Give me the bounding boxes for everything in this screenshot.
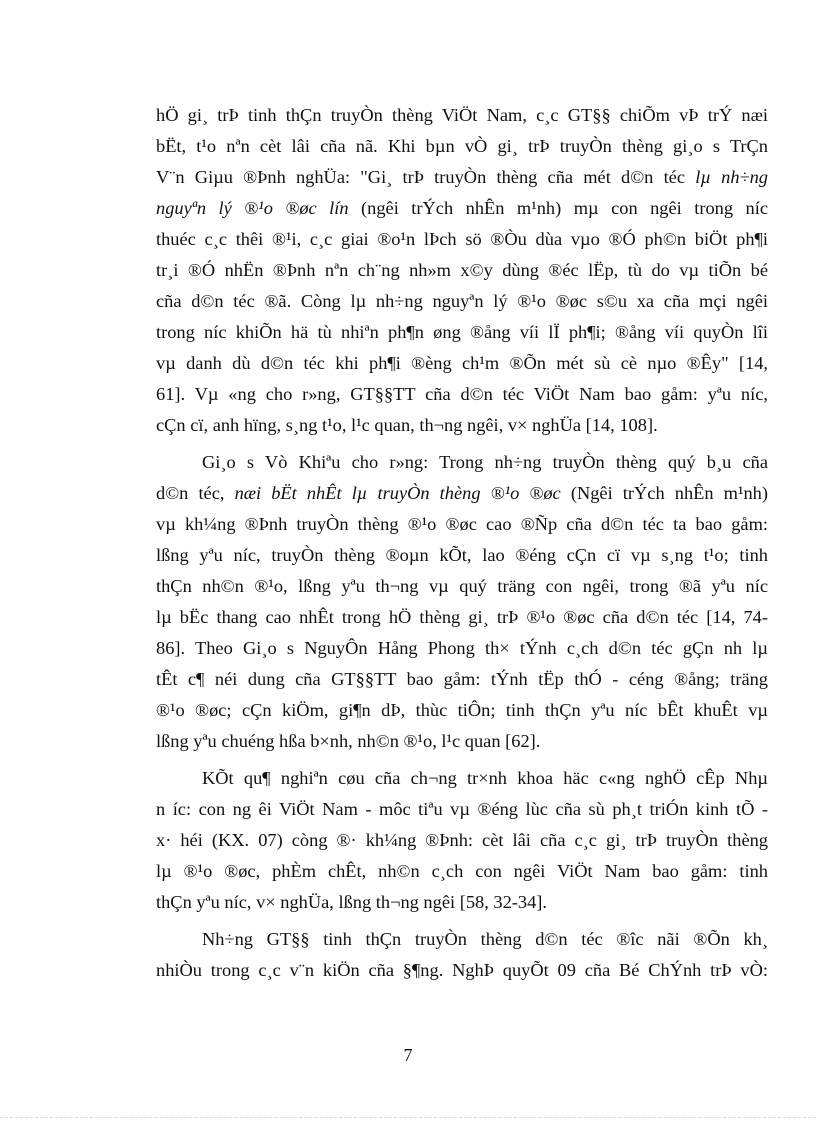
paragraph bbox=[156, 924, 768, 986]
text-run: vµ danh dù d©n téc khi ph¶i ®èng ch¹m ®Õn mét sù cè nµo ®Êy" [14, bbox=[156, 353, 768, 373]
text-line bbox=[156, 317, 768, 348]
text-line bbox=[156, 695, 768, 726]
text-line bbox=[156, 924, 768, 955]
paragraph bbox=[156, 447, 768, 757]
text-run: 61]. Vµ «ng cho r»ng, GT§§TT cña d©n téc ViÖt Nam bao gåm: yªu níc, bbox=[156, 384, 768, 404]
text-line bbox=[156, 193, 768, 224]
paragraph bbox=[156, 763, 768, 918]
text-line bbox=[156, 825, 768, 856]
text-run: tr¸i ®Ó nhËn ®Þnh nªn ch¨ng nh»m x©y dùng ®éc lËp, tù do vµ tiÕn bé bbox=[156, 260, 768, 280]
text-run: ®¹o ®øc; cÇn kiÖm, gi¶n dÞ, thùc tiÔn; tinh thÇn yªu níc bÊt khuÊt vµ bbox=[156, 700, 768, 720]
text-line bbox=[156, 571, 768, 602]
text-run: trong níc khiÕn hä tù nhiªn ph¶n øng ®ång víi lÏ ph¶i; ®ång víi quyÒn lîi bbox=[156, 322, 768, 342]
text-line bbox=[156, 602, 768, 633]
text-run: cÇn cï, anh hïng, s¸ng t¹o, l¹c quan, th¬ng ngêi, v× nghÜa [14, 108]. bbox=[156, 415, 658, 435]
text-line bbox=[156, 540, 768, 571]
emphasized-text: næi bËt nhÊt lµ truyÒn thèng ®¹o ®øc bbox=[234, 483, 561, 503]
text-run: cña d©n téc ®ã. Còng lµ nh÷ng nguyªn lý ®¹o ®øc s©u xa cña mçi ngêi bbox=[156, 291, 768, 311]
text-line bbox=[156, 286, 768, 317]
text-run: nhiÒu trong c¸c v¨n kiÖn cña §¶ng. NghÞ quyÕt 09 cña Bé ChÝnh trÞ vÒ: bbox=[156, 960, 768, 980]
text-line bbox=[156, 633, 768, 664]
page-bottom-divider bbox=[0, 1117, 816, 1118]
text-line bbox=[156, 763, 768, 794]
text-line bbox=[156, 379, 768, 410]
paragraph bbox=[156, 100, 768, 441]
text-run: tÊt c¶ néi dung cña GT§§TT bao gåm: tÝnh tËp thÓ - céng ®ång; träng bbox=[156, 669, 768, 689]
text-line bbox=[156, 509, 768, 540]
text-line bbox=[156, 794, 768, 825]
text-run: hÖ gi¸ trÞ tinh thÇn truyÒn thèng ViÖt Nam, c¸c GT§§ chiÕm vÞ trÝ næi bbox=[156, 105, 768, 125]
text-line bbox=[156, 664, 768, 695]
text-run: V¨n Giµu ®Þnh nghÜa: "Gi¸ trÞ truyÒn thèng cña mét d©n téc bbox=[156, 167, 696, 187]
text-run: (Ngêi trÝch nhÊn m¹nh) bbox=[560, 483, 768, 503]
text-line bbox=[156, 162, 768, 193]
body-text bbox=[156, 100, 768, 986]
text-run: lµ ®¹o ®øc, phÈm chÊt, nh©n c¸ch con ngêi ViÖt Nam bao gåm: tinh bbox=[156, 861, 768, 881]
text-run: n íc: con ng êi ViÖt Nam - môc tiªu vµ ®éng lùc cña sù ph¸t triÓn kinh tÕ - bbox=[156, 799, 768, 819]
page-number: 7 bbox=[403, 1045, 413, 1065]
text-line bbox=[156, 478, 768, 509]
text-line bbox=[156, 224, 768, 255]
text-run: (ngêi trÝch nhÊn m¹nh) mµ con ngêi trong níc bbox=[348, 198, 768, 218]
text-run: thÇn yªu níc, v× nghÜa, lßng th¬ng ngêi [58, 32-34]. bbox=[156, 892, 548, 912]
text-run: d©n téc, bbox=[156, 483, 235, 503]
text-run: vµ kh¼ng ®Þnh truyÒn thèng ®¹o ®øc cao ®Ñp cña d©n téc ta bao gåm: bbox=[156, 514, 768, 534]
emphasized-text: nguyªn lý ®¹o ®øc lín bbox=[156, 198, 349, 218]
text-run: lµ bËc thang cao nhÊt trong hÖ thèng gi¸ trÞ ®¹o ®øc cña d©n téc [14, 74- bbox=[156, 607, 768, 627]
text-line bbox=[156, 255, 768, 286]
text-line bbox=[156, 100, 768, 131]
text-run: 86]. Theo Gi¸o s NguyÔn Hång Phong th× tÝnh c¸ch d©n téc gÇn nh lµ bbox=[156, 638, 768, 658]
text-run: thuéc c¸c thêi ®¹i, c¸c giai ®o¹n lÞch sö ®Òu dùa vµo ®Ó ph©n biÖt ph¶i bbox=[156, 229, 768, 249]
text-line bbox=[156, 856, 768, 887]
text-run: lßng yªu chuéng hßa b×nh, nh©n ®¹o, l¹c quan [62]. bbox=[156, 731, 541, 751]
text-line bbox=[156, 726, 768, 757]
text-run: Nh÷ng GT§§ tinh thÇn truyÒn thèng d©n téc ®îc nãi ®Õn kh¸ bbox=[202, 929, 768, 949]
text-run: lßng yªu níc, truyÒn thèng ®oµn kÕt, lao ®éng cÇn cï vµ s¸ng t¹o; tinh bbox=[156, 545, 768, 565]
text-line bbox=[156, 348, 768, 379]
text-run: thÇn nh©n ®¹o, lßng yªu th¬ng vµ quý träng con ngêi, trong ®ã yªu níc bbox=[156, 576, 768, 596]
text-line bbox=[156, 131, 768, 162]
text-line bbox=[156, 955, 768, 986]
text-run: Gi¸o s Vò Khiªu cho r»ng: Trong nh÷ng truyÒn thèng quý b¸u cña bbox=[202, 452, 768, 472]
text-line bbox=[156, 410, 768, 441]
text-run: KÕt qu¶ nghiªn cøu cña ch¬ng tr×nh khoa häc c«ng nghÖ cÊp Nhµ bbox=[202, 768, 768, 788]
text-run: x· héi (KX. 07) còng ®· kh¼ng ®Þnh: cèt lâi cña c¸c gi¸ trÞ truyÒn thèng bbox=[156, 830, 768, 850]
emphasized-text: lµ nh÷ng bbox=[695, 167, 768, 187]
text-line bbox=[156, 887, 768, 918]
text-run: bËt, t¹o nªn cèt lâi cña nã. Khi bµn vÒ gi¸ trÞ truyÒn thèng gi¸o s TrÇn bbox=[156, 136, 768, 156]
text-line bbox=[156, 447, 768, 478]
